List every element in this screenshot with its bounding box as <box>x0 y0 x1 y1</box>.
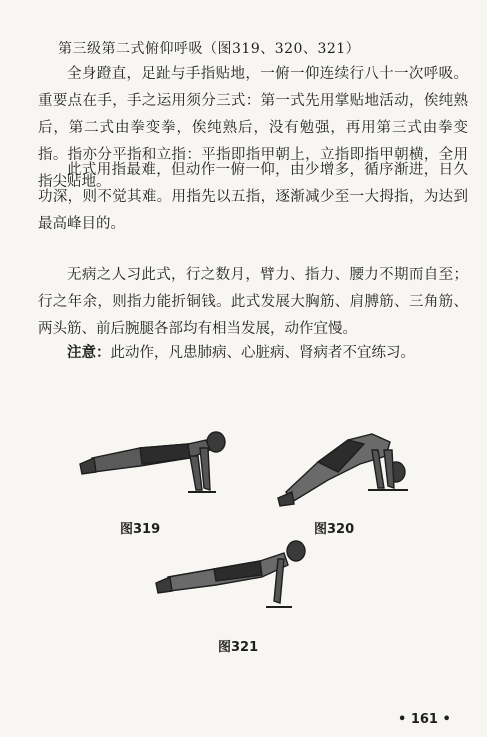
figure-320-illustration <box>268 420 428 510</box>
figure-319-caption: 图319 <box>120 522 161 537</box>
figure-319-illustration <box>70 418 240 508</box>
paragraph-2: 此式用指最难，但动作一俯一仰，由少增多，循序渐进，日久功深，则不觉其难。用指先以五指，逐渐减少至一大拇指，为达到最高峰目的。 <box>38 162 468 232</box>
caution-label: 注意： <box>67 344 111 361</box>
paragraph-3: 无病之人习此式，行之数月，臂力、指力、腰力不期而自至；行之年余，则指力能折铜钱。此式发展大胸筋、肩膊筋、三角筋、两头筋、前后腕腿各部均有相当发展，动作宜慢。 <box>38 267 468 337</box>
figure-321-illustration <box>150 533 315 623</box>
caution-text: 此动作，凡患肺病、心脏病、肾病者不宜练习。 <box>110 345 415 361</box>
caution-note <box>38 339 468 367</box>
section-title: 第三级第二式俯仰呼吸（图319、320、321） <box>58 41 361 57</box>
page-number: • 161 • <box>398 712 451 727</box>
paragraph-1: 全身蹬直，足趾与手指贴地，一俯一仰连续行八十一次呼吸。重要点在手，手之运用须分三式：第一式先用掌贴地活动，俟纯熟后，第二式由拳变拳，俟纯熟后，没有勉强，再用第三式由拳变指。指亦分平指和立指：平指即指甲朝上，立指即指甲朝横，全用指尖贴地。 <box>38 66 468 190</box>
figure-320-caption: 图320 <box>314 522 355 537</box>
figure-321-caption: 图321 <box>218 640 259 655</box>
